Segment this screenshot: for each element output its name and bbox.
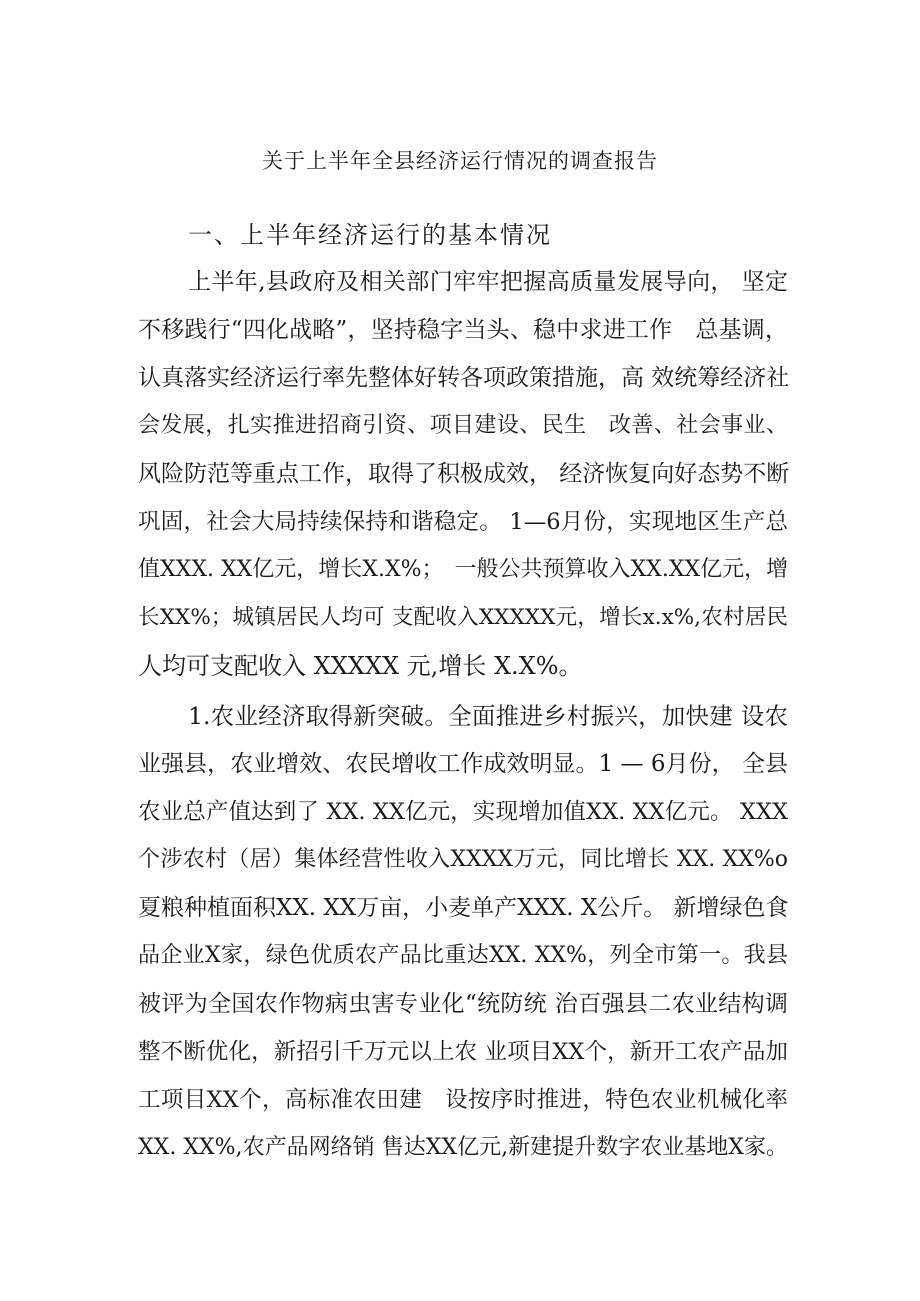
paragraph-line: 工项目XX个，高标准农田建 设按序时推进，特色农业机械化率 [138,1087,788,1113]
paragraph-line: 不移践行“四化战略”，坚持稳字当头、稳中求进工作 总基调， [138,317,788,343]
paragraph-line: 夏粮种植面积XX. XX万亩，小麦单产XXX. X公斤。 新增绿色食 [138,895,789,921]
paragraph-line: 个涉农村（居）集体经营性收入XXXX万元，同比增长 XX. XX%o [138,847,788,872]
paragraph-line: XX. XX%,农产品网络销 售达XX亿元,新建提升数字农业基地X家。 [138,1135,788,1160]
paragraph-line: 整不断优化，新招引千万元以上农 业项目XX个，新开工农产品加 [138,1039,788,1065]
paragraph-line: 值XXX. XX亿元，增长X.X%； 一般公共预算收入XX.XX亿元，增 [138,557,789,582]
paragraph-line: 会发展，扎实推进招商引资、项目建设、民生 改善、社会事业、 [138,413,788,438]
section-heading: 一、上半年经济运行的基本情况 [188,221,552,249]
paragraph-line: 被评为全国农作物病虫害专业化“统防统 治百强县二农业结构调 [138,991,788,1017]
document-title: 关于上半年全县经济运行情况的调查报告 [262,149,658,173]
paragraph-line: 认真落实经济运行率先整体好转各项政策措施，高 效统筹经济社 [138,365,790,391]
paragraph-line: 农业总产值达到了 XX. XX亿元，实现增加值XX. XX亿元。 XXX [138,799,788,825]
paragraph-line: 风险防范等重点工作，取得了积极成效， 经济恢复向好态势不断 [138,461,790,487]
paragraph-line: 巩固，社会大局持续保持和谐稳定。 1—6月份，实现地区生产总 [138,509,788,535]
paragraph-line: 1.农业经济取得新突破。全面推进乡村振兴，加快建 设农 [188,702,788,730]
paragraph-line: 上半年,县政府及相关部门牢牢把握高质量发展导向， 坚定 [188,269,788,295]
paragraph-line: 长XX%；城镇居民人均可 支配收入XXXXX元，增长x.x%,农村居民 [138,605,788,630]
paragraph-line: 业强县，农业增效、农民增收工作成效明显。1 — 6月份， 全县 [138,751,788,777]
paragraph-line: 品企业X家，绿色优质农产品比重达XX. XX%，列全市第一。我县 [138,943,788,968]
paragraph-line: 人均可支配收入 XXXXX 元,增长 X.X%。 [138,652,583,680]
